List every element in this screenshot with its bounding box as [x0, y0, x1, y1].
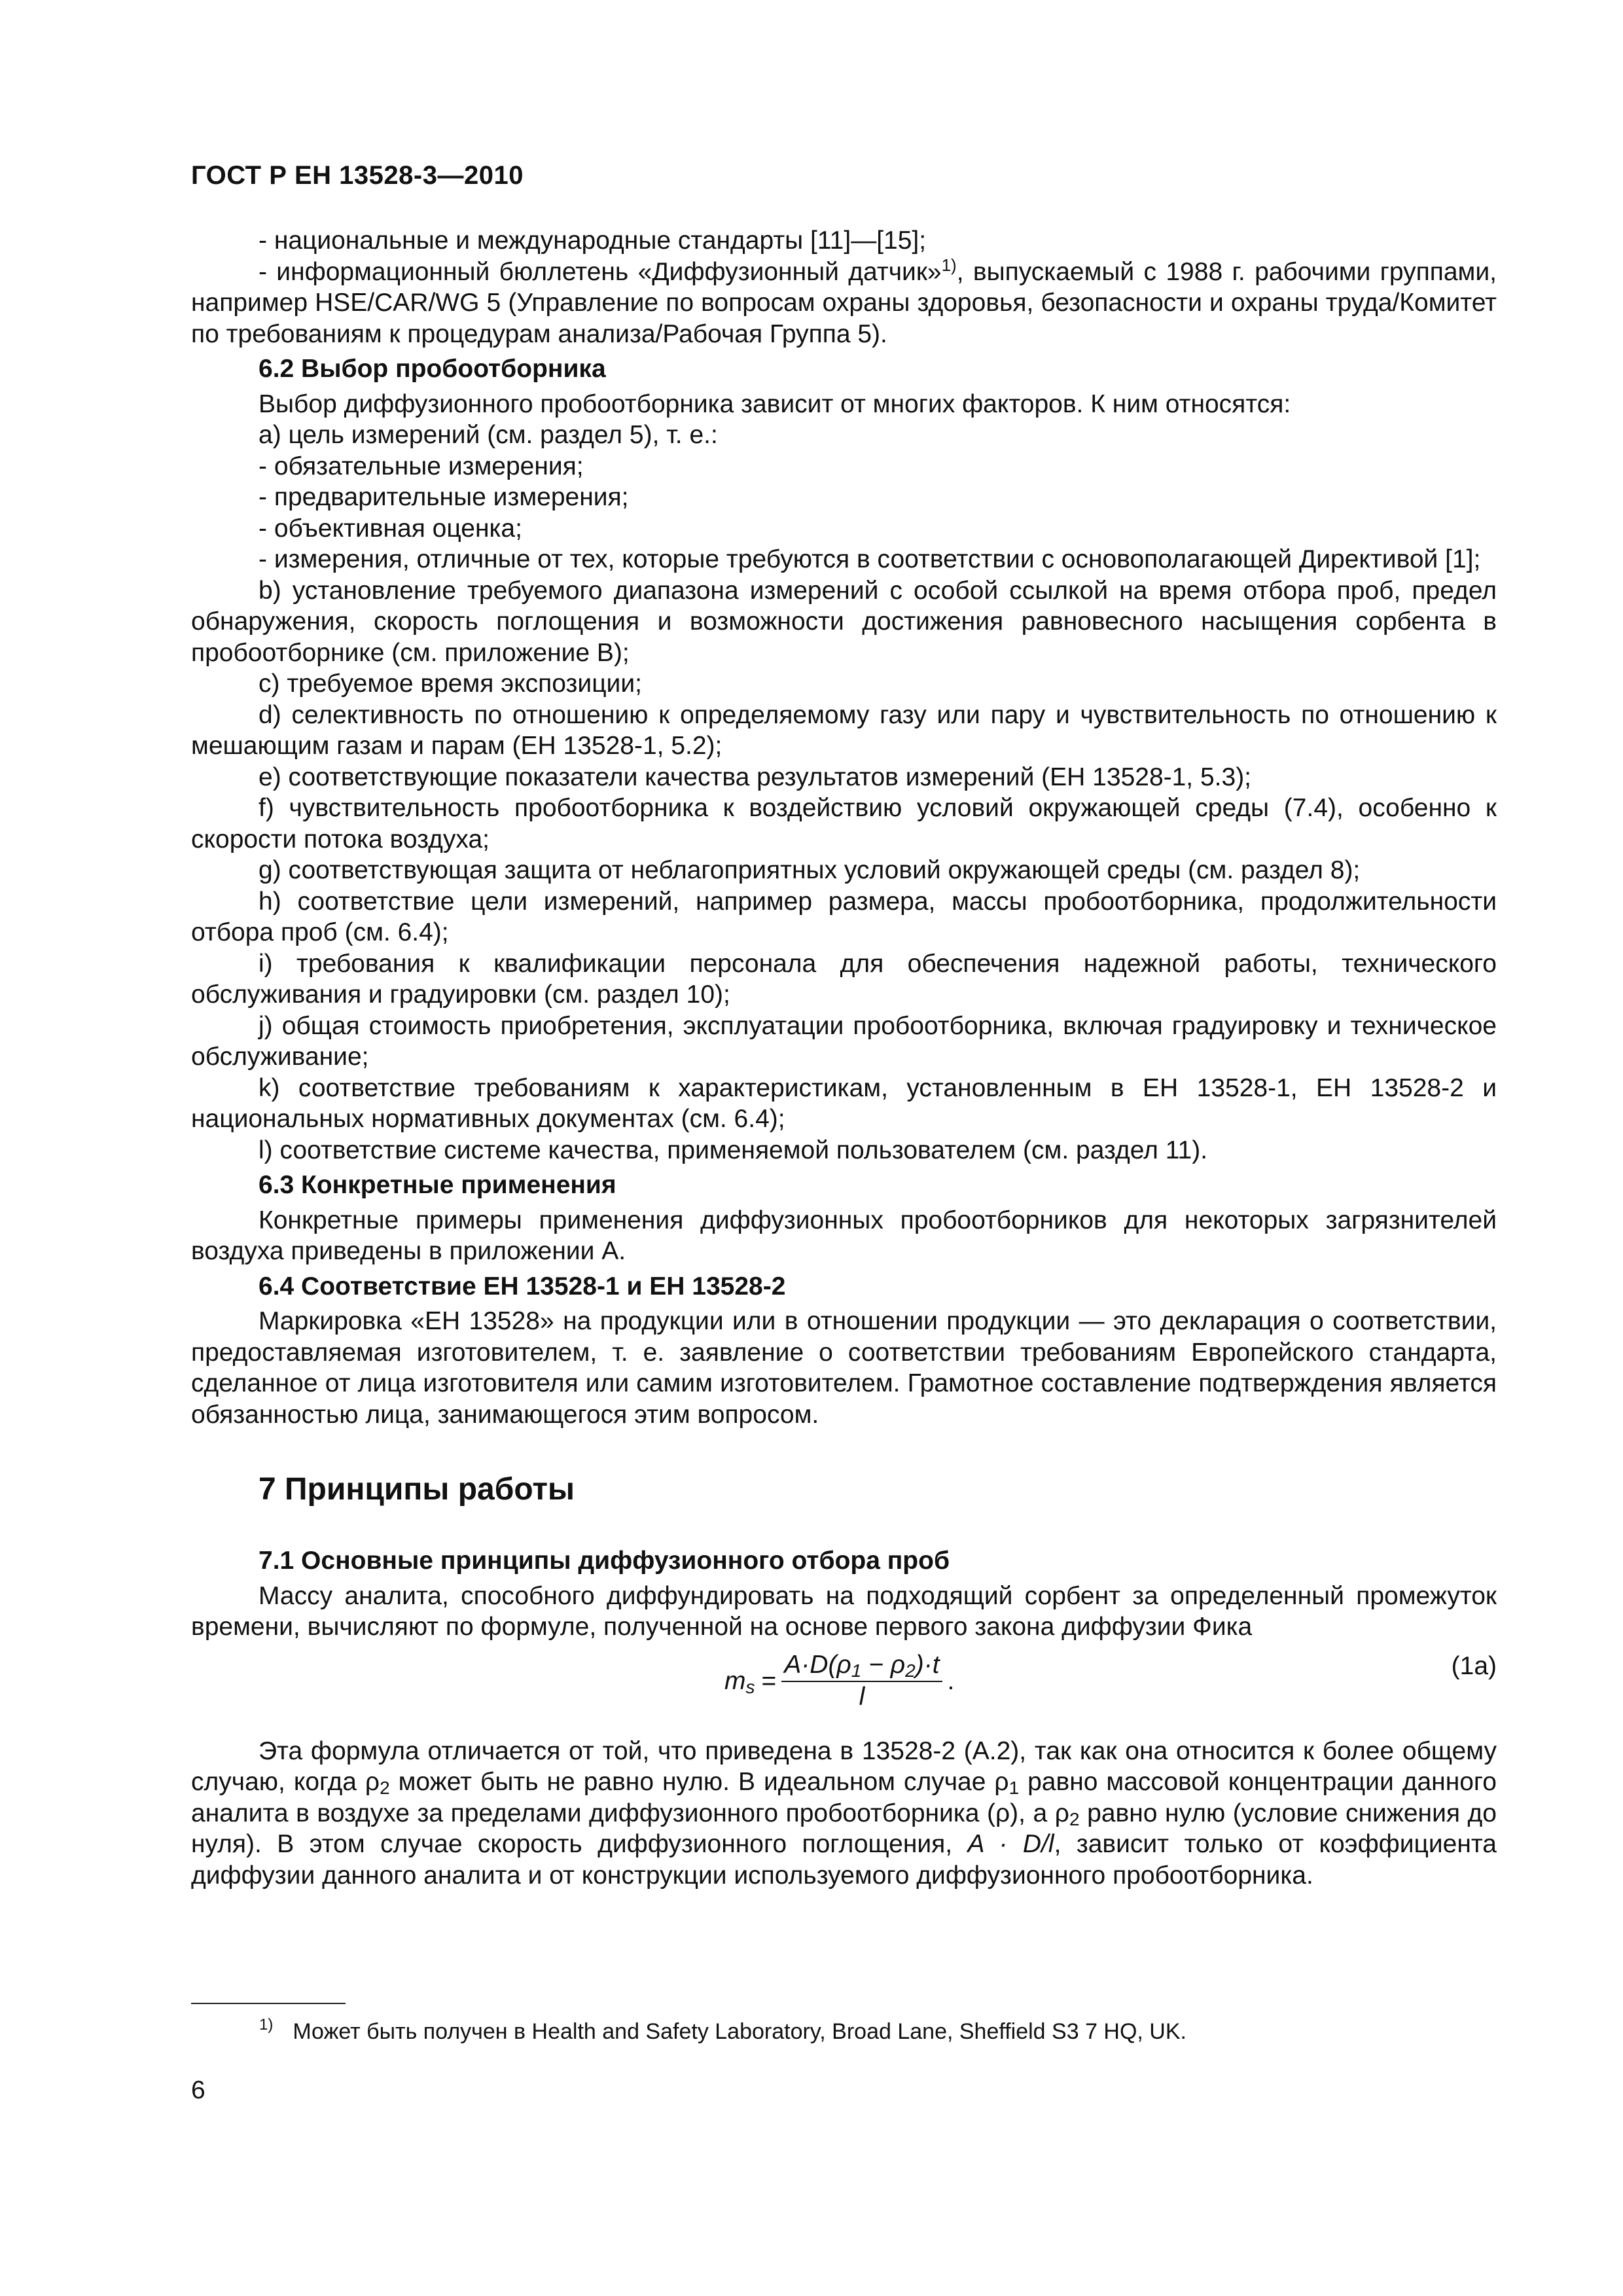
section-6-4-heading: 6.4 Соответствие ЕН 13528-1 и ЕН 13528-2	[259, 1272, 786, 1300]
section-7-heading: 7 Принципы работы	[259, 1472, 575, 1507]
formula-denominator: l	[859, 1682, 865, 1711]
formula-equals: =	[761, 1666, 777, 1695]
list-item-k: k) соответствие требованиям к характеристикам, установленным в ЕН 13528-1, ЕН 13528-2 и национальных нормативных документах (см. 6.4);	[191, 1073, 1497, 1133]
section-7-1-text-2: Эта формула отличается от той, что приведена в 13528-2 (А.2), так как она относится к более общему случаю, когда $\rho_2$ может быть не равно нулю. В идеальном случае $\rho_1$ равно массовой концентрации данного аналита в воздухе за пределами диффузионного пробоотборника (ρ), а $\rho_2$ равно нулю (условие снижения до нуля). В этом случае скорость диффузионного поглощения, A · D/l, зависит только от коэффициента диффузии данного аналита и от конструкции используемого диффузионного пробоотборника.	[191, 1736, 1497, 1890]
formula-fraction	[781, 1651, 942, 1712]
footnote-divider	[191, 2003, 346, 2004]
intro-line-standards: - национальные и международные стандарты [11]—[15];	[259, 226, 927, 255]
section-6-3-text: Конкретные примеры применения диффузионных пробоотборников для некоторых загрязнителей воздуха приведены в приложении А.	[191, 1206, 1497, 1265]
list-item-g: g) соответствующая защита от неблагоприятных условий окружающей среды (см. раздел 8);	[259, 856, 1361, 884]
footnote	[259, 2018, 1186, 2045]
list-subitem: - обязательные измерения;	[259, 452, 584, 480]
formula-end: .	[947, 1666, 955, 1695]
section-6-4-text: Маркировка «ЕН 13528» на продукции или в отношении продукции — это декларация о соответствии, предоставляемая изготовителем, т. е. заявление о соответствии требованиям Европейского стандарта, сделанное от лица изготовителя или самим изготовителем. Грамотное составление подтверждения является обязанностью лица, занимающегося этим вопросом.	[191, 1307, 1497, 1429]
list-subitem: - объективная оценка;	[259, 514, 522, 543]
formula-number: (1a)	[1451, 1651, 1497, 1680]
footnote-text: Может быть получен в Health and Safety Laboratory, Broad Lane, Sheffield S3 7 HQ, UK.	[293, 2019, 1186, 2044]
section-6-3-heading: 6.3 Конкретные применения	[259, 1171, 616, 1199]
footnote-ref: 1)	[941, 255, 957, 275]
list-item-i: i) требования к квалификации персонала для обеспечения надежной работы, технического обслуживания и градуировки (см. раздел 10);	[191, 949, 1497, 1009]
section-7-1-text: Массу аналита, способного диффундировать на подходящий сорбент за определенный промежуток времени, вычисляют по формуле, полученной на основе первого закона диффузии Фика	[191, 1581, 1497, 1641]
list-item-l: l) соответствие системе качества, применяемой пользователем (см. раздел 11).	[259, 1136, 1208, 1164]
list-item-j: j) общая стоимость приобретения, эксплуатации пробоотборника, включая градуировку и техническое обслуживание;	[191, 1011, 1497, 1071]
list-subitem: - предварительные измерения;	[259, 483, 629, 511]
list-item-c: c) требуемое время экспозиции;	[259, 670, 642, 698]
formula-1a	[191, 1645, 1497, 1717]
list-item-a: а) цель измерений (см. раздел 5), т. е.:	[259, 421, 718, 449]
footnote-mark: 1)	[259, 2016, 274, 2034]
document-header: ГОСТ Р ЕН 13528-3—2010	[191, 161, 524, 190]
list-item-f: f) чувствительность пробоотборника к воздействию условий окружающей среды (7.4), особенно к скорости потока воздуха;	[191, 794, 1497, 853]
list-item-b: b) установление требуемого диапазона измерений с особой ссылкой на время отбора проб, предел обнаружения, скорость поглощения и возможности достижения равновесного насыщения сорбента в пробоотборнике (см. приложение В);	[191, 576, 1497, 667]
document-body	[191, 225, 1497, 1891]
formula-expression	[724, 1645, 954, 1717]
list-subitem: - измерения, отличные от тех, которые требуются в соответствии с основополагающей Директивой [1];	[259, 545, 1481, 573]
formula-lhs: $m_s$	[724, 1666, 755, 1697]
list-item-h: h) соответствие цели измерений, например размера, массы пробоотборника, продолжительности отбора проб (см. 6.4);	[191, 887, 1497, 946]
list-item-d: d) селективность по отношению к определяемому газу или пару и чувствительность по отношению к мешающим газам и парам (ЕН 13528-1, 5.2);	[191, 700, 1497, 760]
section-6-2-intro: Выбор диффузионного пробоотборника зависит от многих факторов. К ним относятся:	[259, 389, 1291, 418]
formula-numerator: $A\cdot D(\rho_1 - \rho_2)\cdot t$	[781, 1651, 942, 1682]
section-6-2-heading: 6.2 Выбор пробоотборника	[259, 355, 606, 383]
section-7-1-heading: 7.1 Основные принципы диффузионного отбора проб	[259, 1547, 950, 1575]
page-number: 6	[191, 2076, 205, 2104]
list-item-e: e) соответствующие показатели качества результатов измерений (ЕН 13528-1, 5.3);	[259, 762, 1252, 791]
intro-line-bulletin: - информационный бюллетень «Диффузионный датчик»$^{1)}$, выпускаемый с 1988 г. рабочими группами, например HSE/CAR/WG 5 (Управление по вопросам охраны здоровья, безопасности и охраны труда/Комитет по требованиям к процедурам анализа/Рабочая Группа 5).	[191, 255, 1497, 348]
